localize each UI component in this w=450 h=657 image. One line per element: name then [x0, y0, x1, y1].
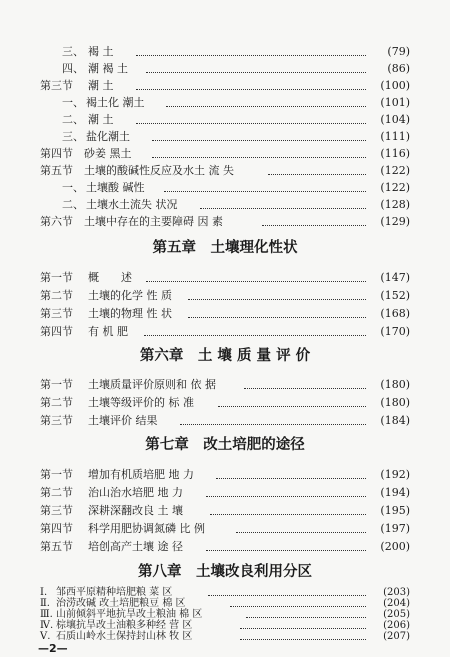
toc-title: 土壤等级评价的 标 准: [88, 396, 194, 409]
toc-line[interactable]: [40, 413, 410, 429]
dot-leader: [200, 208, 366, 209]
toc-page: (206): [383, 620, 410, 631]
toc-page: (100): [380, 79, 410, 92]
dot-leader: [152, 140, 366, 141]
dot-leader: [164, 191, 366, 192]
dot-leader: [136, 89, 366, 90]
chapter-heading: 第五章 土壤理化性状: [152, 240, 298, 256]
toc-page: (86): [387, 62, 410, 75]
toc-title: 科学用肥协调氮磷 比 例: [88, 522, 205, 535]
toc-line[interactable]: [40, 78, 410, 94]
toc-page: (197): [380, 522, 410, 535]
toc-title: 山前倾斜平地抗旱改土粮油 棉 区: [56, 609, 203, 620]
toc-page: (129): [380, 215, 410, 228]
dot-leader: [208, 595, 366, 596]
dot-leader: [216, 478, 366, 479]
toc-line[interactable]: [40, 306, 410, 322]
dot-leader: [240, 628, 366, 629]
dot-leader: [136, 55, 366, 56]
toc-title: 邹西平原精种培肥粮 菜 区: [56, 587, 173, 598]
toc-label: 一、: [62, 181, 84, 194]
toc-title: 深耕深翻改良 土 壤: [88, 504, 183, 517]
dot-leader: [180, 424, 366, 425]
toc-label: 第四节: [40, 522, 73, 535]
dot-leader: [136, 123, 366, 124]
toc-page: (104): [380, 113, 410, 126]
toc-title: 土壤评价 结果: [88, 414, 158, 427]
toc-page: (116): [380, 147, 410, 160]
toc-page: (205): [383, 609, 410, 620]
chapter-heading: 第七章 改土培肥的途径: [145, 437, 305, 453]
toc-title: 潮 土: [88, 113, 114, 126]
dot-leader: [236, 532, 366, 533]
toc-label: 三、: [62, 130, 84, 143]
dot-leader: [144, 335, 366, 336]
dot-leader: [146, 281, 366, 282]
toc-title: 褐土化 潮土: [86, 96, 145, 109]
toc-title: 砂姜 黑土: [84, 147, 132, 160]
chapter-heading: 第八章 土壤改良利用分区: [138, 564, 312, 580]
chapter-heading: 第六章 土 壤 质 量 评 价: [139, 348, 311, 364]
dot-leader: [262, 225, 366, 226]
toc-label: Ⅲ.: [40, 609, 53, 620]
toc-title: 增加有机质培肥 地 力: [88, 468, 194, 481]
toc-line[interactable]: [40, 539, 410, 555]
toc-label: 第五节: [40, 164, 73, 177]
toc-title: 盐化潮土: [86, 130, 130, 143]
toc-page: (184): [380, 414, 410, 427]
toc-title: 潮 褐 土: [88, 62, 128, 75]
dot-leader: [246, 617, 366, 618]
toc-line[interactable]: [40, 288, 410, 304]
toc-label: 第一节: [40, 378, 73, 391]
dot-leader: [268, 174, 366, 175]
dot-leader: [240, 639, 366, 640]
toc-label: 第二节: [40, 396, 73, 409]
toc-label: 三、: [62, 45, 84, 58]
toc-line[interactable]: [40, 270, 410, 286]
toc-line[interactable]: [40, 61, 410, 77]
toc-line[interactable]: [40, 197, 410, 213]
toc-label: 第三节: [40, 307, 73, 320]
dot-leader: [210, 514, 366, 515]
toc-page: (200): [380, 540, 410, 553]
toc-label: 第二节: [40, 486, 73, 499]
toc-label: Ⅳ.: [40, 620, 54, 631]
toc-title: 土壤的物理 性 状: [88, 307, 172, 320]
toc-line[interactable]: [40, 485, 410, 501]
toc-label: 第四节: [40, 147, 73, 160]
toc-page: (192): [380, 468, 410, 481]
toc-line[interactable]: [40, 609, 410, 620]
toc-line[interactable]: [40, 163, 410, 179]
toc-title: 概 述: [88, 271, 132, 284]
toc-page: (122): [380, 164, 410, 177]
toc-title: 潮 土: [88, 79, 114, 92]
toc-line[interactable]: [40, 377, 410, 393]
dot-leader: [166, 106, 366, 107]
toc-page: (111): [380, 130, 410, 143]
dot-leader: [206, 550, 366, 551]
toc-line[interactable]: [40, 395, 410, 411]
dot-leader: [188, 317, 366, 318]
toc-label: 四、: [62, 62, 84, 75]
toc-line[interactable]: [40, 214, 410, 230]
toc-title: 土壤的化学 性 质: [88, 289, 172, 302]
toc-line[interactable]: [40, 180, 410, 196]
dot-leader: [218, 406, 366, 407]
toc-page: (152): [380, 289, 410, 302]
toc-label: 第三节: [40, 504, 73, 517]
toc-label: 第六节: [40, 215, 73, 228]
toc-title: 有 机 肥: [88, 325, 128, 338]
toc-line[interactable]: [40, 631, 410, 642]
toc-label: 第一节: [40, 468, 73, 481]
toc-title: 土壤质量评价原则和 依 据: [88, 378, 216, 391]
toc-page: (180): [380, 396, 410, 409]
toc-label: 第三节: [40, 79, 73, 92]
toc-page: (180): [380, 378, 410, 391]
toc-page: (203): [383, 587, 410, 598]
toc-label: Ⅰ.: [40, 587, 48, 598]
dot-leader: [230, 606, 366, 607]
dot-leader: [244, 388, 366, 389]
toc-label: 第三节: [40, 414, 73, 427]
toc-title: 治山治水培肥 地 力: [88, 486, 183, 499]
dot-leader: [206, 496, 366, 497]
toc-page: (170): [380, 325, 410, 338]
toc-page: (122): [380, 181, 410, 194]
toc-line[interactable]: [40, 467, 410, 483]
page-number: —2—: [38, 642, 68, 655]
toc-page: (204): [383, 598, 410, 609]
toc-line[interactable]: [40, 146, 410, 162]
dot-leader: [152, 157, 366, 158]
toc-line[interactable]: [40, 95, 410, 111]
toc-title: 土壤水土流失 状况: [86, 198, 178, 211]
toc-label: 第四节: [40, 325, 73, 338]
toc-line[interactable]: [40, 587, 410, 598]
toc-title: 土壤酸 碱性: [86, 181, 145, 194]
toc-line[interactable]: [40, 503, 410, 519]
toc-label: 第一节: [40, 271, 73, 284]
toc-page: (79): [387, 45, 410, 58]
toc-title: 培创高产土壤 途 径: [88, 540, 183, 553]
toc-line[interactable]: [40, 620, 410, 631]
toc-page: (194): [380, 486, 410, 499]
toc-page: (101): [380, 96, 410, 109]
toc-label: Ⅴ.: [40, 631, 51, 642]
toc-title: 石质山岭水土保持封山林 牧 区: [56, 631, 193, 642]
toc-line[interactable]: [40, 112, 410, 128]
toc-page: (168): [380, 307, 410, 320]
toc-label: 二、: [62, 198, 84, 211]
toc-line[interactable]: [40, 129, 410, 145]
toc-label: Ⅱ.: [40, 598, 50, 609]
toc-label: 一、: [62, 96, 84, 109]
dot-leader: [188, 299, 366, 300]
toc-title: 治涝改碱 改土培肥粮豆 棉 区: [56, 598, 186, 609]
toc-title: 土壤的酸碱性反应及水土 流 失: [84, 164, 234, 177]
toc-label: 第二节: [40, 289, 73, 302]
toc-page: (147): [380, 271, 410, 284]
toc-title: 褐 土: [88, 45, 114, 58]
toc-line[interactable]: [40, 598, 410, 609]
toc-page: (207): [383, 631, 410, 642]
toc-page: (128): [380, 198, 410, 211]
toc-line[interactable]: [40, 324, 410, 340]
toc-page: (195): [380, 504, 410, 517]
toc-label: 二、: [62, 113, 84, 126]
toc-line[interactable]: [40, 44, 410, 60]
toc-title: 土壤中存在的主要障碍 因 素: [84, 215, 223, 228]
toc-label: 第五节: [40, 540, 73, 553]
toc-title: 棕壤抗旱改土油粮多种经 营 区: [56, 620, 193, 631]
dot-leader: [146, 72, 366, 73]
toc-line[interactable]: [40, 521, 410, 537]
